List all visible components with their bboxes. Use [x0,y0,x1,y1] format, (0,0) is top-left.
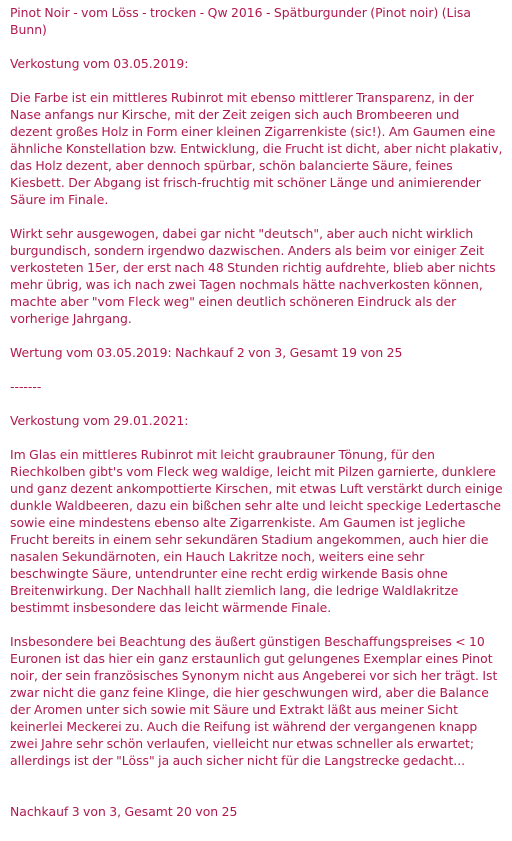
tasting-2021-paragraph-2: Insbesondere bei Beachtung des äußert günstigen Beschaffungspreises < 10 Euronen ist das hier ein ganz erstaunlich gut gelungenes Exemplar eines Pinot noir, der sein französisches Synonym nicht aus Angeberei vor sich her trägt. Ist zwar nicht die ganz feine Klinge, die hier geschwungen wird, aber die Balance der Aromen unter sich sowie mit Säure und Extrakt läßt aus meiner Sicht keinerlei Meckerei zu. Auch die Reifung ist während der vergangenen knapp zwei Jahre sehr schön verlaufen, vielleicht nur etwas schneller als erwartet; allerdings ist der "Löss" ja auch sicher nicht für die Langstrecke gedacht... [10,634,498,768]
tasting-heading-2021: Verkostung vom 29.01.2021: [10,413,189,428]
tasting-2019-paragraph-2: Wirkt sehr ausgewogen, dabei gar nicht "deutsch", aber auch nicht wirklich burgundisch, sondern irgendwo dazwischen. Anders als beim vor einiger Zeit verkosteten 15er, der erst nach 48 Stunden richtig aufdrehte, blieb aber nichts mehr übrig, was ich nach zwei Tagen nochmals hätte nachverkosten können, machte aber "vom Fleck weg" einen deutlich schöneren Eindruck als der vorherige Jahrgang. [10,226,496,326]
tasting-heading-2019: Verkostung vom 03.05.2019: [10,56,189,71]
rating-2021: Nachkauf 3 von 3, Gesamt 20 von 25 [10,804,238,819]
separator: ------- [10,379,42,394]
wine-title: Pinot Noir - vom Löss - trocken - Qw 2016 - Spätburgunder (Pinot noir) (Lisa Bunn) [10,5,471,37]
tasting-2021-paragraph-1: Im Glas ein mittleres Rubinrot mit leicht graubrauner Tönung, für den Riechkolben gibt's vom Fleck weg waldige, leicht mit Pilzen garnierte, dunklere und ganz dezent ankompottierte Kirschen, mit etwas Luft verstärkt durch einige dunkle Waldbeeren, dazu ein bißchen sehr alte und leicht speckige Ledertasche sowie eine mindestens ebenso alte Zigarrenkiste. Am Gaumen ist jegliche Frucht bereits in einem sehr sekundären Stadium angekommen, auch hier die nasalen Sekundärnoten, ein Hauch Lakritze noch, weiters eine sehr beschwingte Säure, untendrunter eine recht erdig wirkende Basis ohne Breitenwirkung. Der Nachhall hallt ziemlich lang, die ledrige Waldlakritze bestimmt insbesondere das leicht wärmende Finale. [10,447,503,615]
rating-2019: Wertung vom 03.05.2019: Nachkauf 2 von 3, Gesamt 19 von 25 [10,345,403,360]
tasting-2019-paragraph-1: Die Farbe ist ein mittleres Rubinrot mit ebenso mittlerer Transparenz, in der Nase anfangs nur Kirsche, mit der Zeit zeigen sich auch Brombeeren und dezent großes Holz in Form einer kleinen Zigarrenkiste (sic!). Am Gaumen eine ähnliche Konstellation bzw. Entwicklung, die Frucht ist dicht, aber nicht plakativ, das Holz dezent, aber dennoch spürbar, schön balancierte Säure, feines Kiesbett. Der Abgang ist frisch-fruchtig mit schöner Länge und animierender Säure im Finale. [10,90,503,207]
blank-line [10,786,504,803]
